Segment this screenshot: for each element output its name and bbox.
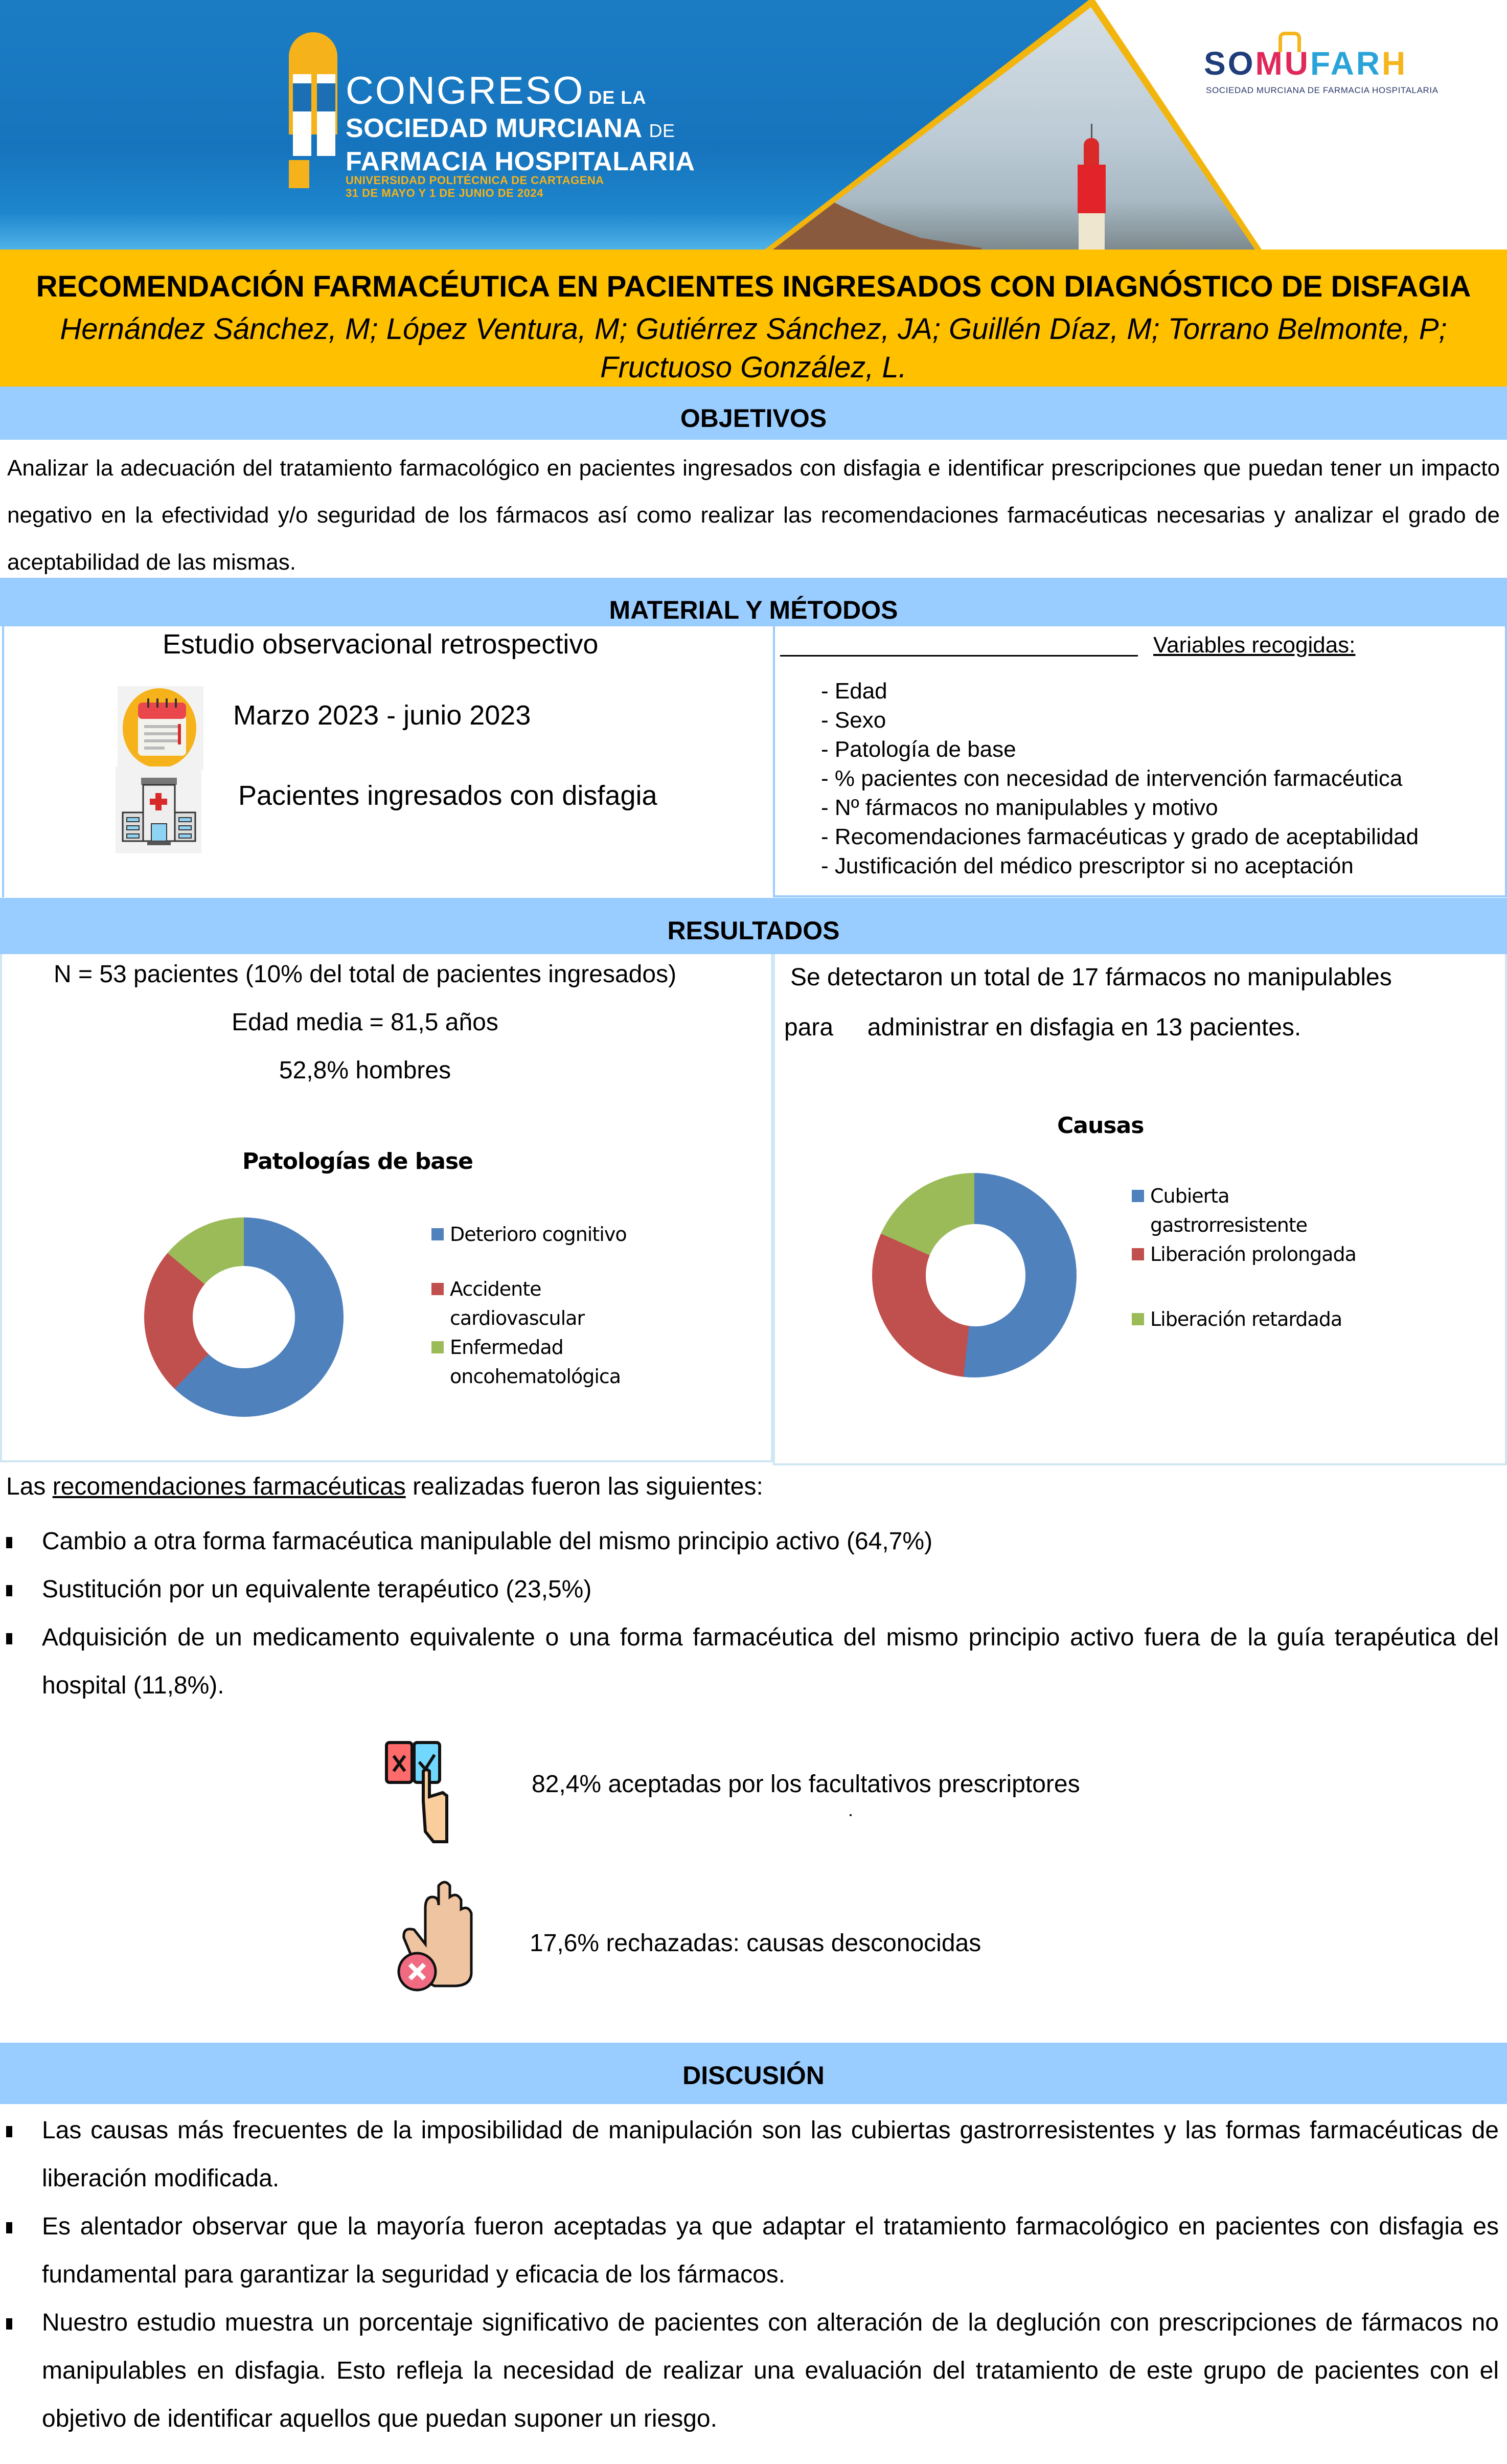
header-banner bbox=[0, 0, 1507, 250]
stray-dot bbox=[850, 1814, 852, 1816]
bullet-icon bbox=[6, 2222, 12, 2233]
congress-line2: SOCIEDAD MURCIANA DE bbox=[346, 114, 675, 143]
authors: Hernández Sánchez, M; López Ventura, M; Gutiérrez Sánchez, JA; Guillén Díaz, M; Torrano Belmonte, P; Fructuoso González, L. bbox=[60, 312, 1447, 385]
accepted-percentage: 82,4% aceptadas por los facultativos prescriptores bbox=[532, 1771, 1080, 1798]
metodos-left-panel bbox=[2, 626, 773, 897]
somufarh-subtitle: SOCIEDAD MURCIANA DE FARMACIA HOSPITALARIA bbox=[1206, 85, 1438, 95]
chart-title: Causas bbox=[1057, 1113, 1144, 1139]
logo-yellow-block bbox=[289, 160, 309, 188]
legend-item: Enfermedad oncohematológica bbox=[431, 1333, 615, 1391]
discussion-list bbox=[6, 2107, 1499, 2443]
bullet-icon bbox=[6, 2126, 12, 2137]
variable-item: - Sexo bbox=[821, 708, 886, 733]
title-block bbox=[0, 250, 1507, 387]
study-population: Pacientes ingresados con disfagia bbox=[238, 780, 657, 811]
section-header-resultados: RESULTADOS bbox=[0, 898, 1507, 954]
chart-legend bbox=[431, 1220, 627, 1391]
donut-hole bbox=[926, 1224, 1025, 1326]
chart-title: Patologías de base bbox=[242, 1148, 473, 1174]
detected-drugs-line1: Se detectaron un total de 17 fármacos no manipulables bbox=[790, 964, 1392, 991]
discussion-item: Las causas más frecuentes de la imposibilidad de manipulación son las cubiertas gastrorresistentes y las formas farmacéuticas de liberación modificada. bbox=[6, 2107, 1499, 2203]
congress-logo bbox=[283, 28, 707, 199]
variables-underline bbox=[780, 655, 1138, 657]
discussion-item: Es alentador observar que la mayoría fueron aceptadas ya que adaptar el tratamiento farmacológico en pacientes con disfagia es fundamental para garantizar la seguridad y eficacia de los fármacos. bbox=[6, 2203, 1499, 2299]
variable-item: - Edad bbox=[821, 679, 887, 704]
congress-venue: UNIVERSIDAD POLITÉCNICA DE CARTAGENA bbox=[346, 174, 604, 187]
tower-icon bbox=[293, 74, 311, 156]
legend-item: Accidente cardiovascular bbox=[431, 1275, 615, 1333]
section-header-metodos: MATERIAL Y MÉTODOS bbox=[0, 578, 1507, 626]
legend-item: Liberación prolongada bbox=[1132, 1240, 1356, 1269]
variable-item: - Patología de base bbox=[821, 737, 1016, 762]
recommendations-list bbox=[6, 1518, 1499, 1710]
bullet-icon bbox=[6, 1585, 12, 1596]
tower-icon bbox=[317, 74, 335, 156]
legend-item: Liberación retardada bbox=[1132, 1305, 1356, 1334]
recommendation-item: Cambio a otra forma farmacéutica manipulable del mismo principio activo (64,7%) bbox=[6, 1518, 1499, 1566]
chart-patologias bbox=[140, 1148, 651, 1435]
variables-title: Variables recogidas: bbox=[1153, 632, 1356, 658]
poster-title: RECOMENDACIÓN FARMACÉUTICA EN PACIENTES INGRESADOS CON DIAGNÓSTICO DE DISFAGIA bbox=[36, 270, 1471, 303]
bullet-icon bbox=[6, 1537, 12, 1548]
section-header-discusion: DISCUSIÓN bbox=[0, 2043, 1507, 2104]
male-percentage: 52,8% hombres bbox=[279, 1057, 451, 1084]
resultados-right-panel bbox=[773, 954, 1507, 1465]
lighthouse-icon bbox=[1078, 138, 1106, 250]
variable-item: - % pacientes con necesidad de intervención farmacéutica bbox=[821, 766, 1403, 791]
variables-list bbox=[821, 676, 1419, 880]
recommendation-item: Adquisición de un medicamento equivalente o una forma farmacéutica del mismo principio activo fuera de la guía terapéutica del hospital (11,8%). bbox=[6, 1614, 1499, 1710]
variable-item: - Nº fármacos no manipulables y motivo bbox=[821, 795, 1218, 820]
resultados-left-panel bbox=[0, 954, 773, 1462]
section-header-objetivos: OBJETIVOS bbox=[0, 387, 1507, 440]
rejected-percentage: 17,6% rechazadas: causas desconocidas bbox=[530, 1930, 981, 1957]
recommendations-intro: Las recomendaciones farmacéuticas realizadas fueron las siguientes: bbox=[6, 1473, 763, 1500]
congress-dates: 31 DE MAYO Y 1 DE JUNIO DE 2024 bbox=[346, 187, 543, 199]
variable-item: - Recomendaciones farmacéuticas y grado de aceptabilidad bbox=[821, 824, 1419, 849]
congress-line3: FARMACIA HOSPITALARIA bbox=[346, 147, 695, 176]
variable-item: - Justificación del médico prescriptor si no aceptación bbox=[821, 853, 1354, 878]
legend-item: Deterioro cognitivo bbox=[431, 1220, 627, 1249]
objetivos-text: Analizar la adecuación del tratamiento farmacológico en pacientes ingresados con disfagia e identificar prescripciones que puedan tener un impacto negativo en la efectividad y/o seguridad de los fármacos así como realizar las recomendaciones farmacéuticas necesarias y analizar el grado de aceptabilidad de las mismas. bbox=[7, 456, 1500, 575]
discussion-item: Nuestro estudio muestra un porcentaje significativo de pacientes con alteración de la deglución con prescripciones de fármacos no manipulables en disfagia. Esto refleja la necesidad de realizar una evaluación del tratamiento de este grupo de pacientes con el objetivo de identificar aquellos que puedan suponer un riesgo. bbox=[6, 2299, 1499, 2443]
metodos-right-panel bbox=[773, 626, 1507, 897]
somufarh-wordmark: SOMUFARH bbox=[1204, 45, 1408, 82]
calendar-icon bbox=[118, 686, 203, 770]
mean-age: Edad media = 81,5 años bbox=[232, 1009, 498, 1036]
hand-stop-reject-icon bbox=[394, 1877, 486, 1999]
congress-line1: CONGRESO DE LA bbox=[346, 69, 647, 112]
legend-item: Cubierta gastrorresistente bbox=[1132, 1182, 1306, 1240]
bullet-icon bbox=[6, 1633, 12, 1644]
chart-legend bbox=[1132, 1182, 1356, 1334]
study-period: Marzo 2023 - junio 2023 bbox=[233, 700, 531, 731]
somufarh-logo bbox=[1204, 32, 1438, 95]
sample-size: N = 53 pacientes (10% del total de pacientes ingresados) bbox=[53, 961, 677, 988]
donut-hole bbox=[193, 1266, 295, 1368]
detected-drugs-line2: para administrar en disfagia en 13 pacientes. bbox=[784, 1014, 1302, 1041]
hospital-icon bbox=[116, 766, 201, 853]
chart-causas bbox=[857, 1107, 1445, 1394]
recommendation-item: Sustitución por un equivalente terapéutico (23,5%) bbox=[6, 1566, 1499, 1614]
hand-selecting-check-icon bbox=[382, 1739, 485, 1847]
bullet-icon bbox=[6, 2318, 12, 2330]
study-type: Estudio observacional retrospectivo bbox=[163, 629, 599, 660]
